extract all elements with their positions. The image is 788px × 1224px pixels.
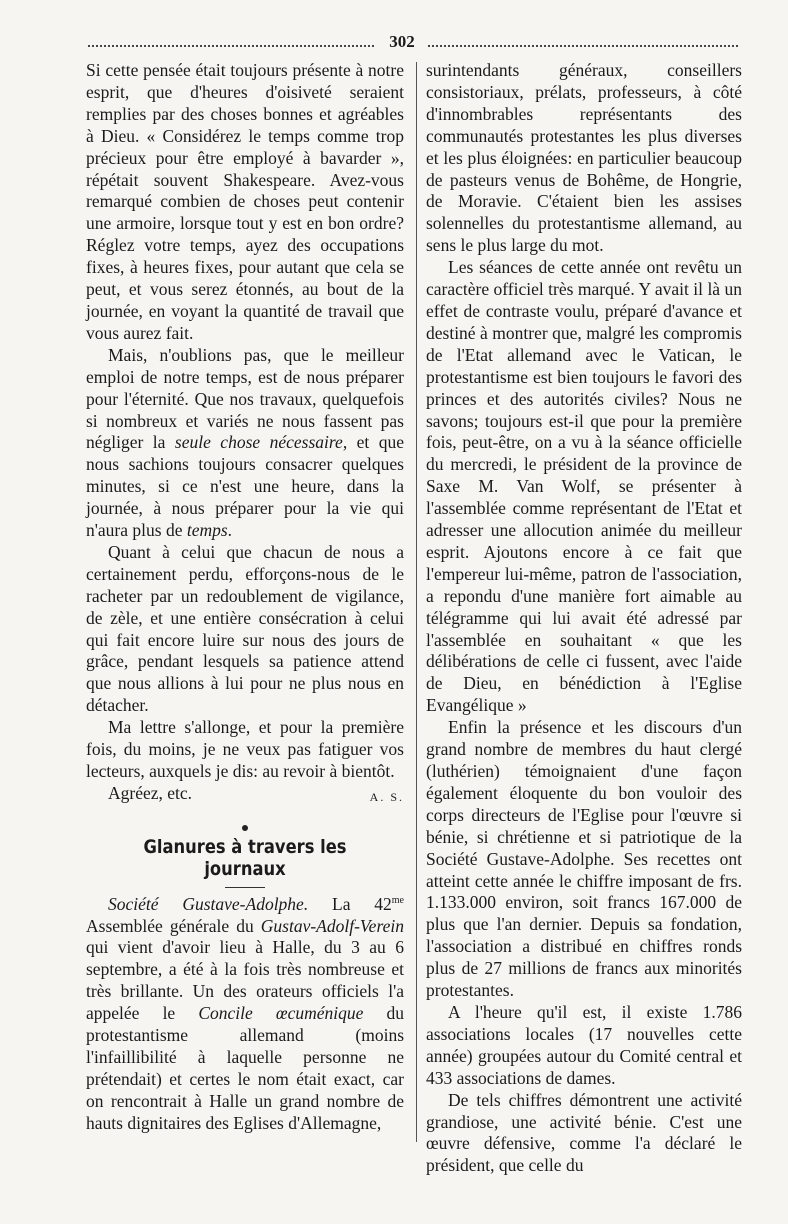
closing-line — [86, 783, 404, 809]
paragraph-text: Mais, n'oublions pas, que le meilleur emploi de notre temps, est de nous préparer pour l'éternité. Que nos travaux, quelquefois si nombreux et variés ne nous fassent pas négliger la — [86, 344, 404, 453]
paragraph: surintendants généraux, conseillers consistoriaux, prélats, professeurs, à côté d'innombrables représentants des communautés protestantes les plus diverses et les plus éloignées: en particulier beaucoup de pasteurs venus de Bohême, de Hongrie, de Moravie. C'étaient bien les assises solennelles du protestantisme allemand, au sens le plus large du mot. — [426, 60, 742, 256]
right-column — [426, 60, 742, 1177]
paragraph-text: , et que nous sachions toujours consacrer quelques minutes, si ce n'est une heure, dans la journée, à nous préparer pour la vie qui n'aura plus de — [86, 432, 405, 541]
paragraph: Si cette pensée était toujours présente à notre esprit, que d'heures d'oisiveté seraient remplies par des choses bonnes et agréables à Dieu. « Considérez le temps comme trop précieux pour être employé à bavarder », répétait souvent Shakespeare. Avez-vous remarqué combien de choses peut contenir une armoire, lorsque tout y est en bon ordre? Réglez votre temps, ayez des occupations fixes, à heures fixes, pour autant que cela se peut, et vous serez étonnés, au bout de la journée, en voyant la quantité de travail que vous aurez fait. — [86, 60, 404, 343]
paragraph-text: du protestantisme allemand (moins l'infaillibilité à laquelle personne ne prétendait) et certes le nom était exact, car on rencontrait à Halle un grand nombre de hauts dignitaires des Eglises d'Allemagne, — [86, 1003, 405, 1133]
heading-rule — [225, 887, 265, 888]
page-header — [88, 32, 738, 54]
page-number: 302 — [389, 32, 415, 51]
emphasis: seule chose nécessaire — [174, 432, 343, 453]
paragraph-text: qui vient d'avoir lieu à Halle, du 3 au 6 septembre, a été à la fois très nombreuse et très brillante. Un des orateurs officiels l'a appelée le — [86, 937, 404, 1024]
emphasis: Société Gustave-Adolphe. — [108, 893, 309, 914]
emphasis: Gustav-Adolf-Verein — [260, 915, 404, 936]
closing-text: Agréez, etc. — [108, 782, 193, 803]
paragraph-text: . — [227, 520, 233, 541]
signature: A. S. — [369, 789, 404, 804]
emphasis: Concile œcuménique — [198, 1003, 364, 1024]
section-heading — [86, 825, 404, 888]
paragraph: Enfin la présence et les discours d'un grand nombre de membres du haut clergé (luthérien) témoignaient d'une façon également éloquente du bon vouloir des corps directeurs de l'Eglise pour l'œuvre si bénie, si chrétienne et si patriotique de la Société Gustave-Adolphe. Ses recettes ont atteint cette année le chiffre imposant de frs. 1.133.000 environ, soit francs 167.000 de plus que l'an dernier. Depuis sa fondation, l'association a distribué en chiffres ronds plus de 27 millions de francs aux minorités protestantes. — [426, 717, 742, 1001]
paragraph-text: La 42 — [308, 893, 392, 914]
paragraph: De tels chiffres démontrent une activité grandiose, une activité bénie. C'est une œuvre défensive, comme l'a déclaré le président, que celle du — [426, 1089, 742, 1176]
ornament-dot — [242, 825, 248, 831]
paragraph — [86, 894, 404, 1135]
column-divider — [416, 62, 417, 1142]
left-column — [86, 60, 404, 1135]
header-rule-right — [428, 45, 738, 47]
paragraph — [86, 345, 404, 542]
section-title: Glanures à travers les journaux — [143, 835, 347, 880]
header-rule-left — [88, 45, 374, 47]
paragraph: Ma lettre s'allonge, et pour la première fois, du moins, je ne veux pas fatiguer vos lecteurs, auxquels je dis: au revoir à bientôt. — [86, 717, 404, 781]
paragraph-text: Assemblée générale du — [86, 915, 261, 936]
paragraph: Les séances de cette année ont revêtu un caractère officiel très marqué. Y avait il là un effet de contraste voulu, préparé d'avance et destiné à montrer que, malgré les compromis de l'Etat allemand avec le Vatican, le protestantisme est bien toujours le favori des princes et des autorités civiles? Nous ne savons; toujours est-il que pour la première fois, peut-être, on a vu à la séance officielle du mercredi, le président de la province de Saxe M. Van Wolf, se présenter à l'assemblée comme représentant de l'Etat et adresser une allocution animée du meilleur esprit. Ajoutons encore à ce fait que l'empereur lui-même, patron de l'association, a repondu d'une manière fort aimable au télégramme qui lui avait été adressé par l'assemblée en souhaitant « que les délibérations de celle ci fussent, avec l'aide de Dieu, en bénédiction à l'Eglise Evangélique » — [426, 257, 742, 716]
paragraph: A l'heure qu'il est, il existe 1.786 associations locales (17 nouvelles cette année) groupées autour du Comité central et 433 associations de dames. — [426, 1001, 742, 1088]
emphasis: temps — [186, 520, 228, 541]
paragraph: Quant à celui que chacun de nous a certainement perdu, efforçons-nous de le racheter par un redoublement de vigilance, de zèle, et une entière consécration à celui qui fait encore luire sur nous des jours de grâce, pendant lesquels sa patience attend que nous allions à lui pour ne plus nous en détacher. — [86, 541, 404, 716]
superscript: me — [391, 894, 404, 906]
